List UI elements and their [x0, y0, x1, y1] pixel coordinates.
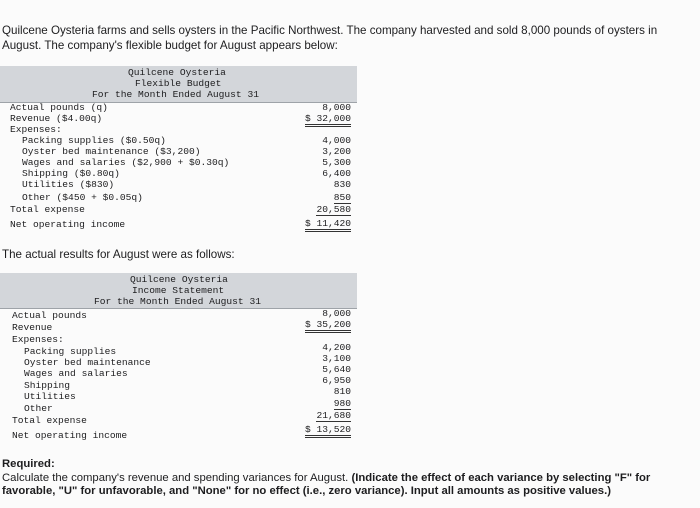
row-amount: 5,300	[322, 157, 351, 168]
row-label: Other	[24, 403, 53, 414]
flexible-budget-table	[0, 102, 357, 236]
required-instruction: (Indicate the effect of each variance by selecting "F" for favorable, "U" for unfavorable, and "None" for no effect (i.e., zero variance). Input all amounts as positive values.)	[2, 471, 651, 497]
row-label: Total expense	[10, 204, 85, 215]
row-label: Packing supplies ($0.50q)	[22, 135, 166, 146]
row-label: Revenue	[12, 322, 53, 333]
row-label: Actual pounds (q)	[10, 102, 108, 113]
row-amount: 5,640	[322, 364, 351, 375]
row-label: Wages and salaries	[24, 368, 128, 379]
row-amount: 3,100	[322, 353, 351, 364]
row-amount: 8,000	[322, 308, 351, 319]
row-label: Wages and salaries ($2,900 + $0.30q)	[22, 157, 230, 168]
row-label: Oyster bed maintenance ($3,200)	[22, 146, 201, 157]
company-name: Quilcene Oysteria	[130, 274, 228, 285]
flexible-budget-header	[0, 66, 357, 103]
row-amount: 810	[333, 386, 351, 397]
row-label: Net operating income	[10, 219, 126, 230]
row-amount: 6,950	[322, 375, 351, 386]
row-amount: $ 13,520	[305, 424, 351, 438]
row-label: Oyster bed maintenance	[24, 357, 151, 368]
statement-period: For the Month Ended August 31	[94, 296, 261, 307]
row-amount: 6,400	[322, 168, 351, 179]
required-text: Calculate the company's revenue and spending variances for August.	[2, 471, 349, 484]
row-label: Utilities	[24, 391, 76, 402]
actual-results-intro: The actual results for August were as follows:	[2, 248, 235, 261]
row-amount: $ 35,200	[305, 319, 351, 333]
row-amount: $ 11,420	[305, 218, 351, 232]
row-amount: 21,680	[316, 410, 351, 421]
company-name: Quilcene Oysteria	[128, 67, 226, 78]
income-statement-header	[0, 273, 357, 309]
row-label: Actual pounds	[12, 310, 87, 321]
row-label: Other ($450 + $0.05q)	[22, 192, 143, 203]
statement-period: For the Month Ended August 31	[92, 89, 259, 100]
row-label: Packing supplies	[24, 346, 117, 357]
row-amount: 830	[333, 179, 351, 190]
row-amount: 850	[333, 192, 351, 203]
row-label: Expenses:	[12, 334, 64, 345]
income-statement-table	[0, 308, 357, 444]
statement-title: Flexible Budget	[135, 78, 222, 89]
statement-title: Income Statement	[132, 285, 225, 296]
required-section	[2, 458, 692, 499]
row-label: Total expense	[12, 415, 87, 426]
row-label: Shipping ($0.80q)	[22, 168, 120, 179]
required-title: Required:	[2, 458, 55, 470]
row-amount: 20,580	[316, 204, 351, 215]
row-amount: 4,000	[322, 135, 351, 146]
intro-paragraph: Quilcene Oysteria farms and sells oysters in the Pacific Northwest. The company harvested and sold 8,000 pounds of oysters in August. The company's flexible budget for August appears below:	[2, 24, 658, 52]
row-amount: 4,200	[322, 342, 351, 353]
row-label: Shipping	[24, 380, 71, 391]
row-amount: $ 32,000	[305, 113, 351, 127]
row-label: Utilities ($830)	[22, 179, 115, 190]
row-amount: 3,200	[322, 146, 351, 157]
row-amount: 980	[333, 398, 351, 409]
row-label: Net operating income	[12, 430, 128, 441]
row-label: Expenses:	[10, 124, 62, 135]
row-label: Revenue ($4.00q)	[10, 113, 103, 124]
row-amount: 8,000	[322, 102, 351, 113]
